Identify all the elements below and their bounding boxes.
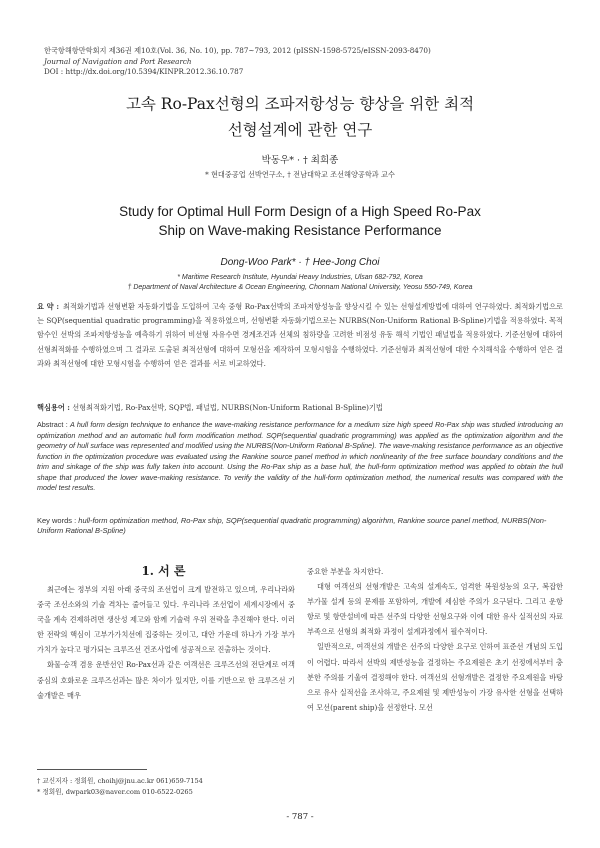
english-keywords-text: hull-form optimization method, Ro-Pax ship, SQP(sequential quadratic programming) algorirhm, Rankine source panel method, NURBS(Non-Uniform Rational B-Spline) <box>37 516 547 535</box>
english-title-line1: Study for Optimal Hull Form Design of a High Speed Ro-Pax <box>119 204 481 219</box>
english-authors: Dong-Woo Park* · † Hee-Jong Choi <box>220 257 380 268</box>
korean-abstract <box>37 300 563 371</box>
doi-link[interactable]: DOI : http://dx.doi.org/10.5394/KINPR.2012.36.10.787 <box>44 67 244 76</box>
english-abstract-label: Abstract : <box>37 420 68 429</box>
body-column-left <box>37 582 295 703</box>
section-heading-introduction: 1. 서 론 <box>141 564 186 578</box>
english-title-line2: Ship on Wave-making Resistance Performance <box>158 223 442 238</box>
english-affiliation-2: † Department of Naval Architecture & Ocean Engineering, Chonnam National University, Yeosu 550-749, Korea <box>127 284 473 291</box>
english-affiliation-1: * Maritime Research Institute, Hyundai Heavy Industries, Ulsan 682-792, Korea <box>177 274 423 281</box>
footnote-divider <box>37 769 147 770</box>
body-column-right <box>307 564 563 715</box>
korean-abstract-text: 최적화기법과 선형변환 자동화기법을 도입하여 고속 중형 Ro-Pax선박의 조파저항성능을 향상시킬 수 있는 선형설계방법에 대하여 연구하였다. 최적화기법으로는 SQP(sequential quadratic programming)을 적용하였으며, 선형변환 자동화기법으로는 NURBS(Non-Uniform Rational B-Spline)기법을 적용하였다. 목적함수인 선박의 조파저항성능을 예측하기 위하여 비선형 자유수면 경계조건과 선체의 침하량을 고려한 비점성 유동 해석 기법인 패널법을 적용하였다. 기준선형에 대하여 선형최적화를 수행하였으며 그 결과로 도출된 최적선형에 대하여 모형선을 제작하여 모형시험을 수행하였다. 기준선형과 최적선형에 대한 수치해석을 수행하여 얻은 결과와 최적선형에 대한 모형시험을 수행하여 얻은 결과를 서로 비교하였다. <box>37 302 563 368</box>
korean-title-line1: 고속 Ro-Pax선형의 조파저항성능 향상을 위한 최적 <box>125 95 475 113</box>
english-abstract <box>37 420 563 494</box>
footnote-corresponding-author: † 교신저자 : 정회원, choihj@jnu.ac.kr 061)659-7154 <box>37 777 203 785</box>
korean-affiliation: * 현대중공업 선박연구소, † 전남대학교 조선해양공학과 교수 <box>205 170 395 179</box>
korean-keywords-label: 핵심용어 : <box>37 403 70 412</box>
korean-authors: 박동우* · † 최희종 <box>261 155 339 166</box>
footnote-coauthor: * 정회원, dwpark03@naver.com 010-6522-0265 <box>37 788 193 796</box>
korean-keywords <box>37 403 563 413</box>
korean-abstract-label: 요 약 : <box>37 302 60 311</box>
body-paragraph: 중요한 부분을 차지한다. <box>307 567 384 576</box>
journal-issue-line: 한국항해항만학회지 제36권 제10호(Vol. 36, No. 10), pp. 787~793, 2012 (pISSN-1598-5725/eISSN-2093-8470) <box>44 46 431 55</box>
journal-name: Journal of Navigation and Port Research <box>44 56 192 66</box>
english-abstract-text: A hull form design technique to enhance the wave-making resistance performance for a medium size high speed Ro-Pax ship was studied introducing an optimization method and an automatic hull form modification method. SQP(sequential quadratic programming) was applied as the optimization algorithm and the geometry of hull surface was represented and modified using the NURBS(Non-Uniform Rational B-Spline). The wave-making resistance performance as an objective function in the optimization procedure was evaluated using the Rankine source panel method in which nonlinearity of the free surface boundary conditions and the trim and sinkage of the ship was fully taken into account. Using the Ro-Pax ship as a base hull, the hull-form optimization method was applied to obtain the hull shape that produced the lower wave-making resistance. To verify the validity of the hull-form optimization method, the numerical results was compared with the model test results. <box>37 420 564 492</box>
journal-header <box>44 46 564 78</box>
english-keywords <box>37 516 563 536</box>
page-number: - 787 - <box>286 812 314 822</box>
english-keywords-label: Key words : <box>37 516 77 525</box>
body-paragraph: 최근에는 정부의 지원 아래 중국의 조선업이 크게 발전하고 있으며, 우리나라와 중국 조선소와의 기술 격차는 줄어들고 있다. 우리나라 조선업이 세계시장에서 중국을 계속 견제하려면 생산성 제고와 함께 기술력 우위 전략을 추진해야 한다. 이러한 전략의 핵심이 고부가가치선에 집중하는 것이고, 대안 가운데 하나가 가장 부가가치가 높다고 평가되는 크루즈선 건조사업에 성공적으로 진출하는 것이다. <box>37 585 295 655</box>
korean-keywords-text: 선형최적화기법, Ro-Pax선박, SQP법, 패널법, NURBS(Non-Uniform Rational B-Spline)기법 <box>72 403 383 412</box>
body-paragraph: 일반적으로, 여객선의 개발은 선주의 다양한 요구로 인하여 표준선 개념의 도입이 어렵다. 따라서 선박의 제반성능을 결정하는 주요제원은 초기 선정에서부터 충분한 주의를 기울여 결정해야 한다. 여객선의 선형개발은 결정한 주요제원을 바탕으로 유사 실적선을 조사하고, 주요제원 및 제반성능이 가장 유사한 선형을 선택하여 모선(parent ship)을 선정한다. 모선 <box>307 642 563 712</box>
footnotes <box>37 776 297 798</box>
korean-title-line2: 선형설계에 관한 연구 <box>227 121 373 139</box>
body-paragraph: 화물·승객 겸용 운반선인 Ro-Pax선과 같은 여객선은 크루즈선의 전단계로 여객중심의 호화로운 크루즈선과는 많은 차이가 있지만, 이를 기반으로 한 크루즈선 기술개발은 매우 <box>37 660 295 700</box>
body-paragraph: 대형 여객선의 선형개발은 고속의 설계속도, 엄격한 복원성능의 요구, 복잡한 부가물 설계 등의 문제를 포함하여, 개발에 세심한 주의가 요구된다. 그리고 운항항로 및 항만설비에 따른 선주의 다양한 선형요구와 이에 대한 유사 실적선의 자료 부족으로 선형의 최적화 과정이 설계과정에서 필수적이다. <box>307 582 563 637</box>
